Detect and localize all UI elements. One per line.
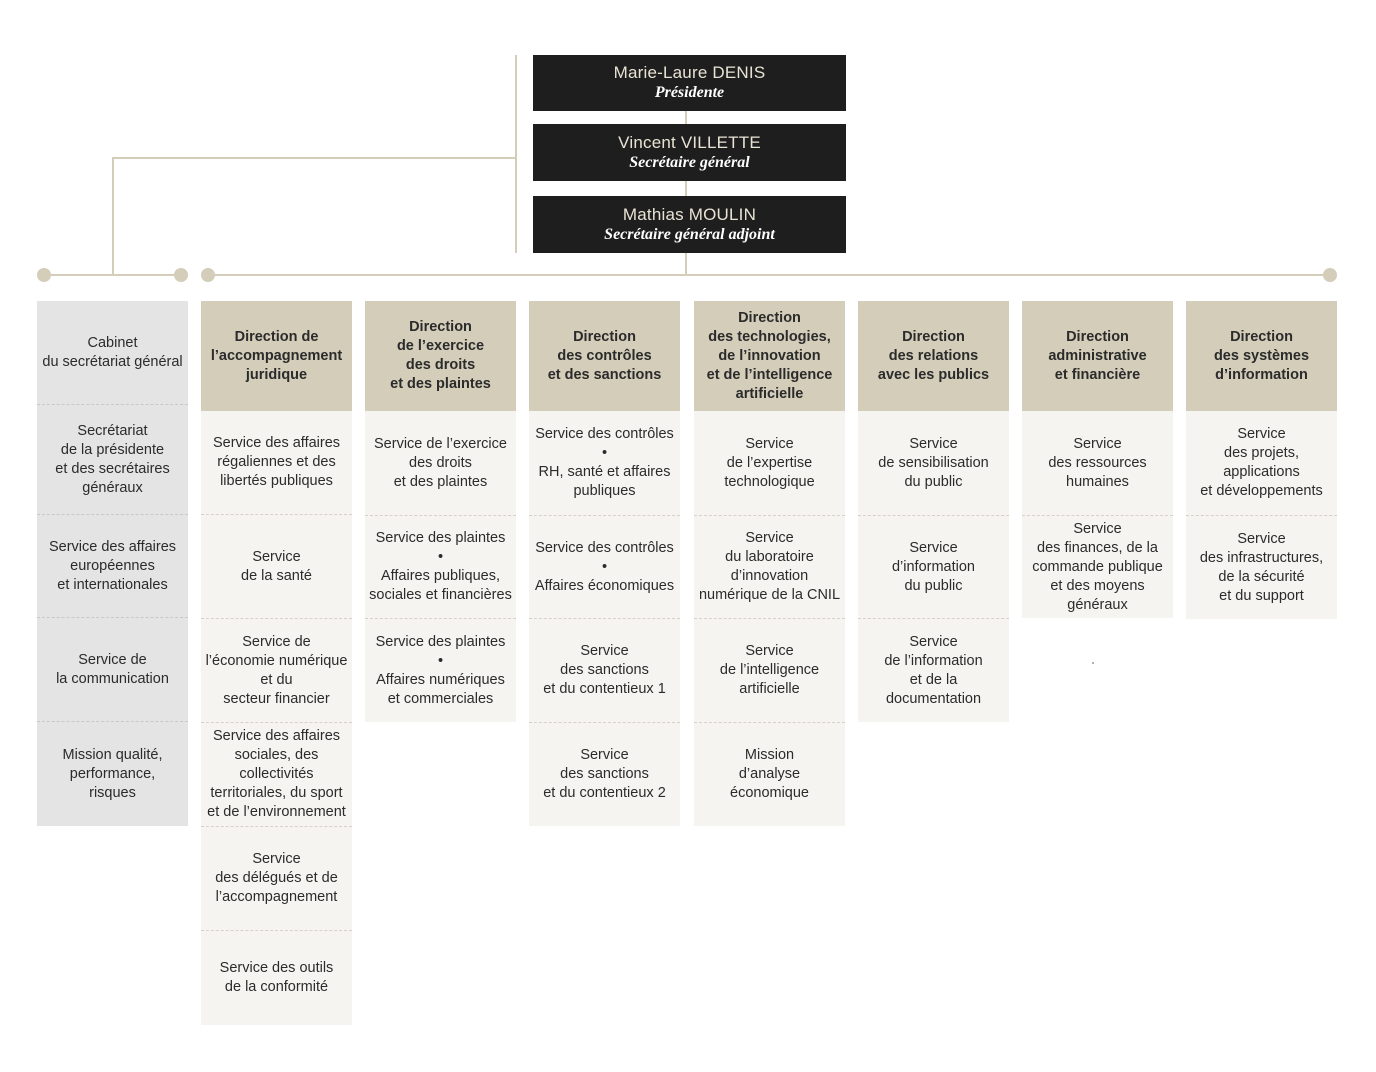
direction-column-relations-publics xyxy=(858,301,1009,722)
service-cell: Service des sanctions et du contentieux 1 xyxy=(529,618,680,722)
service-cell: Service des outils de la conformité xyxy=(201,930,352,1025)
service-cell: Service des sanctions et du contentieux 2 xyxy=(529,722,680,826)
executive-role: Secrétaire général adjoint xyxy=(604,225,775,243)
service-cell: Mission d’analyse économique xyxy=(694,722,845,826)
service-cell: Service des affaires sociales, des collectivités territoriales, du sport et de l’environnement xyxy=(201,722,352,826)
service-cell: Service de sensibilisation du public xyxy=(858,411,1009,515)
secretariat-cell: Cabinet du secrétariat général xyxy=(37,301,188,404)
direction-header: Direction de l’exercice des droits et des plaintes xyxy=(365,301,516,411)
direction-column-exercice-droits xyxy=(365,301,516,722)
service-cell: Service de l’exercice des droits et des plaintes xyxy=(365,411,516,515)
service-cell: Service des affaires régaliennes et des libertés publiques xyxy=(201,411,352,514)
service-cell: Service des finances, de la commande publique et des moyens généraux xyxy=(1022,515,1173,618)
executive-box-secretaire-general xyxy=(533,124,846,181)
secretariat-column xyxy=(37,301,188,826)
direction-header: Direction administrative et financière xyxy=(1022,301,1173,411)
service-cell: Service des ressources humaines xyxy=(1022,411,1173,515)
service-cell: Service du laboratoire d’innovation numérique de la CNIL xyxy=(694,515,845,618)
service-cell: Service des plaintes • Affaires numériques et commerciales xyxy=(365,618,516,722)
secretariat-cell: Mission qualité, performance, risques xyxy=(37,721,188,826)
secretariat-cell: Service de la communication xyxy=(37,617,188,721)
direction-column-systemes-information xyxy=(1186,301,1337,619)
connector-vertical-left xyxy=(515,55,517,253)
executive-box-secretaire-general-adjoint xyxy=(533,196,846,253)
decorative-speck xyxy=(1092,662,1094,664)
service-cell: Service de l’économie numérique et du secteur financier xyxy=(201,618,352,722)
service-cell: Service des délégués et de l’accompagnement xyxy=(201,826,352,930)
direction-header: Direction de l’accompagnement juridique xyxy=(201,301,352,411)
secretariat-cell: Secrétariat de la présidente et des secrétaires généraux xyxy=(37,404,188,514)
direction-header: Direction des technologies, de l’innovation et de l’intelligence artificielle xyxy=(694,301,845,411)
direction-column-technologies-innovation xyxy=(694,301,845,826)
service-cell: Service des contrôles • Affaires économiques xyxy=(529,515,680,618)
connector-main-bar xyxy=(208,274,1330,276)
executive-name: Mathias MOULIN xyxy=(622,204,757,224)
service-cell: Service des contrôles • RH, santé et affaires publiques xyxy=(529,411,680,515)
service-cell: Service des infrastructures, de la sécurité et du support xyxy=(1186,515,1337,619)
executive-role: Secrétaire général xyxy=(629,153,750,171)
connector-dot xyxy=(1323,268,1337,282)
direction-header: Direction des systèmes d’information xyxy=(1186,301,1337,411)
direction-column-administrative-financiere xyxy=(1022,301,1173,618)
executive-box-presidente xyxy=(533,55,846,111)
service-cell: Service de la santé xyxy=(201,514,352,618)
executive-name: Marie-Laure DENIS xyxy=(613,63,766,82)
service-cell: Service de l’intelligence artificielle xyxy=(694,618,845,722)
service-cell: Service d’information du public xyxy=(858,515,1009,618)
executive-role: Présidente xyxy=(654,84,725,101)
connector-dot xyxy=(37,268,51,282)
connector-secretariat-vertical xyxy=(112,157,114,275)
direction-header: Direction des contrôles et des sanctions xyxy=(529,301,680,411)
secretariat-cell: Service des affaires européennes et internationales xyxy=(37,514,188,617)
connector-dot xyxy=(201,268,215,282)
connector-dot xyxy=(174,268,188,282)
service-cell: Service des plaintes • Affaires publiques, sociales et financières xyxy=(365,515,516,618)
service-cell: Service de l’expertise technologique xyxy=(694,411,845,515)
connector-secretariat-horizontal xyxy=(112,157,516,159)
direction-column-accompagnement-juridique xyxy=(201,301,352,1025)
connector-left-bar xyxy=(44,274,181,276)
service-cell: Service des projets, applications et développements xyxy=(1186,411,1337,515)
service-cell: Service de l’information et de la documentation xyxy=(858,618,1009,722)
executive-name: Vincent VILLETTE xyxy=(618,132,761,152)
direction-column-controles-sanctions xyxy=(529,301,680,826)
direction-header: Direction des relations avec les publics xyxy=(858,301,1009,411)
